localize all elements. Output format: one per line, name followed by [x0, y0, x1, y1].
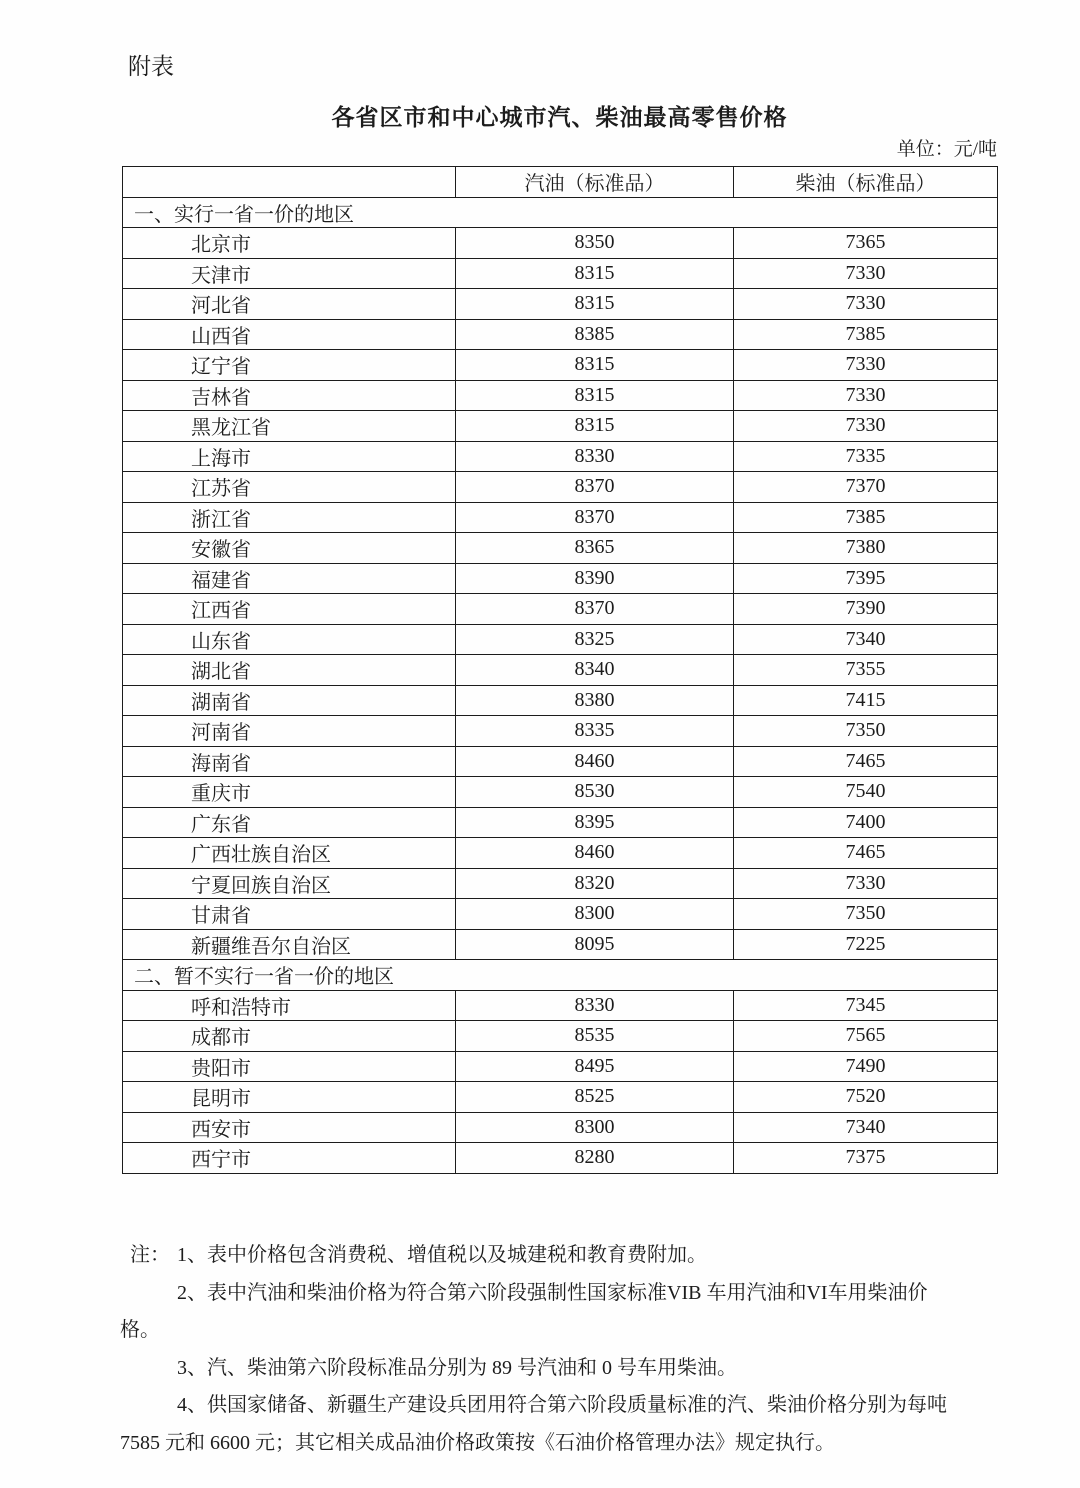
region-cell: 江西省 [123, 594, 456, 625]
gasoline-price-cell: 8340 [456, 655, 734, 686]
diesel-price-cell: 7345 [734, 990, 998, 1021]
gasoline-price-cell: 8325 [456, 624, 734, 655]
diesel-price-cell: 7330 [734, 289, 998, 320]
diesel-price-cell: 7350 [734, 899, 998, 930]
diesel-price-cell: 7340 [734, 1112, 998, 1143]
gasoline-price-cell: 8320 [456, 868, 734, 899]
price-table [122, 166, 998, 1174]
diesel-price-cell: 7385 [734, 502, 998, 533]
gasoline-price-cell: 8370 [456, 472, 734, 503]
gasoline-price-cell: 8300 [456, 1112, 734, 1143]
diesel-price-cell: 7565 [734, 1021, 998, 1052]
table-row [123, 624, 998, 655]
note-item: 2、表中汽油和柴油价格为符合第六阶段强制性国家标准VIB 车用汽油和VI车用柴油价格。 [120, 1281, 928, 1341]
table-row [123, 716, 998, 747]
table-row [123, 838, 998, 869]
diesel-price-cell: 7390 [734, 594, 998, 625]
region-cell: 安徽省 [123, 533, 456, 564]
region-cell: 山东省 [123, 624, 456, 655]
table-row [123, 685, 998, 716]
diesel-price-cell: 7520 [734, 1082, 998, 1113]
diesel-price-cell: 7330 [734, 411, 998, 442]
region-cell: 湖南省 [123, 685, 456, 716]
section-header-row [123, 960, 998, 991]
region-cell: 黑龙江省 [123, 411, 456, 442]
gasoline-price-cell: 8330 [456, 990, 734, 1021]
section-header: 二、暂不实行一省一价的地区 [123, 960, 998, 991]
diesel-price-cell: 7490 [734, 1051, 998, 1082]
diesel-price-cell: 7400 [734, 807, 998, 838]
table-row [123, 228, 998, 259]
region-cell: 福建省 [123, 563, 456, 594]
table-row [123, 1112, 998, 1143]
table-row [123, 1021, 998, 1052]
table-row [123, 258, 998, 289]
region-column-header [123, 167, 456, 198]
diesel-price-cell: 7465 [734, 838, 998, 869]
table-row [123, 746, 998, 777]
diesel-price-cell: 7335 [734, 441, 998, 472]
diesel-price-cell: 7330 [734, 380, 998, 411]
gasoline-price-cell: 8370 [456, 594, 734, 625]
diesel-column-header: 柴油（标准品） [734, 167, 998, 198]
diesel-price-cell: 7350 [734, 716, 998, 747]
gasoline-price-cell: 8390 [456, 563, 734, 594]
diesel-price-cell: 7330 [734, 258, 998, 289]
region-cell: 成都市 [123, 1021, 456, 1052]
diesel-price-cell: 7330 [734, 868, 998, 899]
page-title: 各省区市和中心城市汽、柴油最高零售价格 [331, 104, 788, 130]
region-cell: 山西省 [123, 319, 456, 350]
notes-label: 注： [130, 1244, 170, 1266]
section-header: 一、实行一省一价的地区 [123, 197, 998, 228]
region-cell: 重庆市 [123, 777, 456, 808]
table-row [123, 441, 998, 472]
region-cell: 西安市 [123, 1112, 456, 1143]
region-cell: 上海市 [123, 441, 456, 472]
diesel-price-cell: 7375 [734, 1143, 998, 1174]
table-row [123, 1051, 998, 1082]
unit-label: 单位：元/吨 [896, 139, 997, 160]
diesel-price-cell: 7370 [734, 472, 998, 503]
diesel-price-cell: 7415 [734, 685, 998, 716]
diesel-price-cell: 7355 [734, 655, 998, 686]
section-header-row [123, 197, 998, 228]
diesel-price-cell: 7225 [734, 929, 998, 960]
diesel-price-cell: 7540 [734, 777, 998, 808]
gasoline-price-cell: 8380 [456, 685, 734, 716]
table-row [123, 990, 998, 1021]
region-cell: 呼和浩特市 [123, 990, 456, 1021]
gasoline-price-cell: 8525 [456, 1082, 734, 1113]
table-row [123, 563, 998, 594]
gasoline-price-cell: 8535 [456, 1021, 734, 1052]
table-row [123, 594, 998, 625]
notes-block [120, 1237, 956, 1462]
table-row [123, 868, 998, 899]
diesel-price-cell: 7395 [734, 563, 998, 594]
table-row [123, 777, 998, 808]
table-row [123, 1082, 998, 1113]
gasoline-price-cell: 8370 [456, 502, 734, 533]
region-cell: 辽宁省 [123, 350, 456, 381]
diesel-price-cell: 7385 [734, 319, 998, 350]
table-row [123, 319, 998, 350]
table-row [123, 807, 998, 838]
diesel-price-cell: 7365 [734, 228, 998, 259]
region-cell: 吉林省 [123, 380, 456, 411]
region-cell: 北京市 [123, 228, 456, 259]
table-row [123, 929, 998, 960]
region-cell: 广西壮族自治区 [123, 838, 456, 869]
gasoline-price-cell: 8365 [456, 533, 734, 564]
gasoline-price-cell: 8315 [456, 411, 734, 442]
region-cell: 江苏省 [123, 472, 456, 503]
gasoline-price-cell: 8315 [456, 380, 734, 411]
region-cell: 宁夏回族自治区 [123, 868, 456, 899]
region-cell: 贵阳市 [123, 1051, 456, 1082]
region-cell: 天津市 [123, 258, 456, 289]
region-cell: 海南省 [123, 746, 456, 777]
diesel-price-cell: 7380 [734, 533, 998, 564]
region-cell: 河南省 [123, 716, 456, 747]
diesel-price-cell: 7340 [734, 624, 998, 655]
table-row [123, 472, 998, 503]
gasoline-price-cell: 8460 [456, 838, 734, 869]
gasoline-price-cell: 8335 [456, 716, 734, 747]
region-cell: 湖北省 [123, 655, 456, 686]
notes-list [120, 1237, 956, 1462]
gasoline-price-cell: 8315 [456, 350, 734, 381]
gasoline-price-cell: 8385 [456, 319, 734, 350]
gasoline-price-cell: 8530 [456, 777, 734, 808]
region-cell: 西宁市 [123, 1143, 456, 1174]
gasoline-price-cell: 8315 [456, 289, 734, 320]
diesel-price-cell: 7465 [734, 746, 998, 777]
attachment-label: 附表 [128, 54, 174, 79]
table-row [123, 1143, 998, 1174]
table-row [123, 899, 998, 930]
note-item: 1、表中价格包含消费税、增值税以及城建税和教育费附加。 [177, 1244, 707, 1266]
gasoline-price-cell: 8395 [456, 807, 734, 838]
table-row [123, 655, 998, 686]
table-row [123, 350, 998, 381]
region-cell: 新疆维吾尔自治区 [123, 929, 456, 960]
table-header-row [123, 167, 998, 198]
region-cell: 广东省 [123, 807, 456, 838]
region-cell: 昆明市 [123, 1082, 456, 1113]
region-cell: 浙江省 [123, 502, 456, 533]
note-item: 3、汽、柴油第六阶段标准品分别为 89 号汽油和 0 号车用柴油。 [177, 1356, 737, 1379]
gasoline-price-cell: 8095 [456, 929, 734, 960]
table-row [123, 533, 998, 564]
region-cell: 甘肃省 [123, 899, 456, 930]
gasoline-price-cell: 8330 [456, 441, 734, 472]
note-item: 4、供国家储备、新疆生产建设兵团用符合第六阶段质量标准的汽、柴油价格分别为每吨 7585 元和 6600 元；其它相关成品油价格政策按《石油价格管理办法》规定执行。 [120, 1394, 947, 1454]
table-row [123, 380, 998, 411]
region-cell: 河北省 [123, 289, 456, 320]
table-row [123, 411, 998, 442]
table-row [123, 502, 998, 533]
table-row [123, 289, 998, 320]
gasoline-price-cell: 8495 [456, 1051, 734, 1082]
gasoline-price-cell: 8350 [456, 228, 734, 259]
gasoline-price-cell: 8315 [456, 258, 734, 289]
gasoline-price-cell: 8460 [456, 746, 734, 777]
gasoline-price-cell: 8280 [456, 1143, 734, 1174]
gasoline-price-cell: 8300 [456, 899, 734, 930]
diesel-price-cell: 7330 [734, 350, 998, 381]
gasoline-column-header: 汽油（标准品） [456, 167, 734, 198]
